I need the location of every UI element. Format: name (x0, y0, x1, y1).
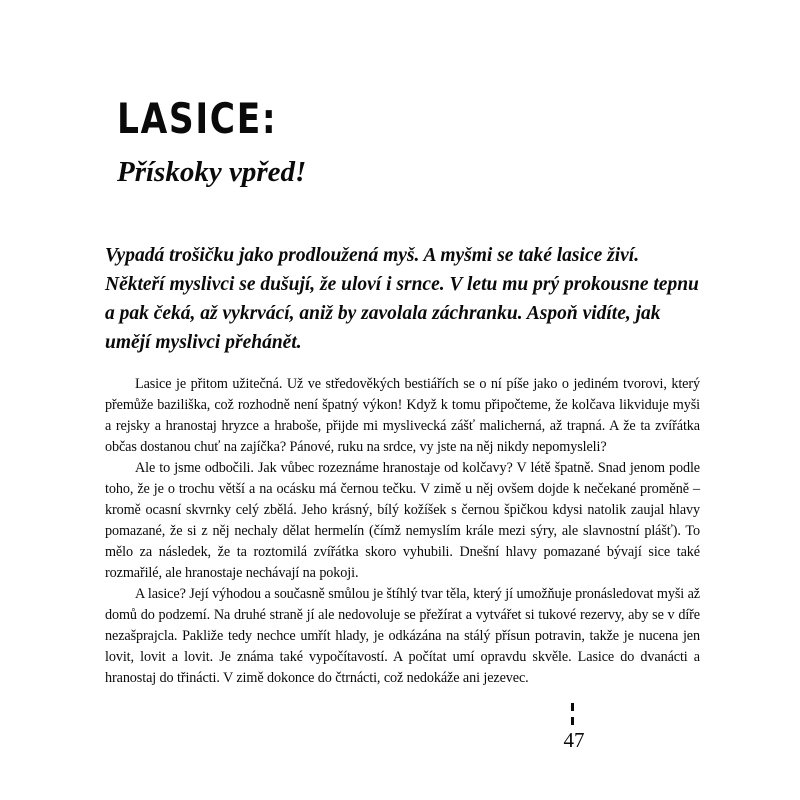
dashed-vertical-bar-icon (571, 703, 574, 725)
body-paragraph: A lasice? Její výhodou a současně smůlou je štíhlý tvar těla, který jí umožňuje pronásledovat myši až domů do podzemí. Na druhé straně jí ale nedovoluje se přežírat a vytvářet si tukové rezervy, aby se v díře nezašprajcla. Pakliže tedy nechce umřít hlady, je odkázána na stálý přísun potravin, takže je nucena jen lovit, lovit a lovit. Je známa také vypočítavostí. A počítat umí opravdu skvěle. Lasice do dvanácti a hranostaj do třinácti. V zimě dokonce do čtrnácti, což nedokáže ani jezevec. (105, 586, 700, 686)
chapter-title: LASICE: (117, 94, 278, 143)
chapter-intro: Vypadá trošičku jako prodloužená myš. A myšmi se také lasice živí. Někteří myslivci se dušují, že uloví i srnce. V letu mu prý prokousne tepnu a pak čeká, až vykrvácí, aniž by zavolala záchranku. Aspoň vidíte, jak umějí myslivci přehánět. (105, 245, 699, 353)
dash-segment (571, 717, 574, 725)
body-paragraph: Lasice je přitom užitečná. Už ve středověkých bestiářích se o ní píše jako o jediném tvorovi, který přemůže baziliška, což rozhodně není špatný výkon! Když k tomu připočteme, že kolčava likviduje myši a rejsky a hranostaj hryzce a hraboše, přijde mi myslivecká zášť malicherná, až trapná. A že ta zvířátka občas dostanou chuť na zajíčka? Pánové, ruku na srdce, vy jste na něj nikdy nepomysleli? (105, 376, 700, 455)
page-number: 47 (563, 728, 585, 752)
body-paragraph: Ale to jsme odbočili. Jak vůbec rozeznáme hranostaje od kolčavy? V létě špatně. Snad jenom podle toho, že je o trochu větší a na ocásku má černou tečku. V zimě u něj ovšem dojde k nečekané proměně – kromě ocasní skvrnky celý zbělá. Jeho krásný, bílý kožíšek s černou špičkou kdysi natolik zaujal hlavy pomazané, že si z něj nechaly dělat hermelín (čímž nemyslím krále mezi sýry, ale slavnostní plášť). To mělo za následek, že ta roztomilá zvířátka skoro vyhubili. Dnešní hlavy pomazané bývají sice také rozmařilé, ale hranostaje nechávají na pokoji. (105, 460, 700, 581)
body-text (105, 374, 700, 689)
chapter-subtitle: Přískoky vpřed! (117, 156, 307, 188)
dash-segment (571, 703, 574, 711)
